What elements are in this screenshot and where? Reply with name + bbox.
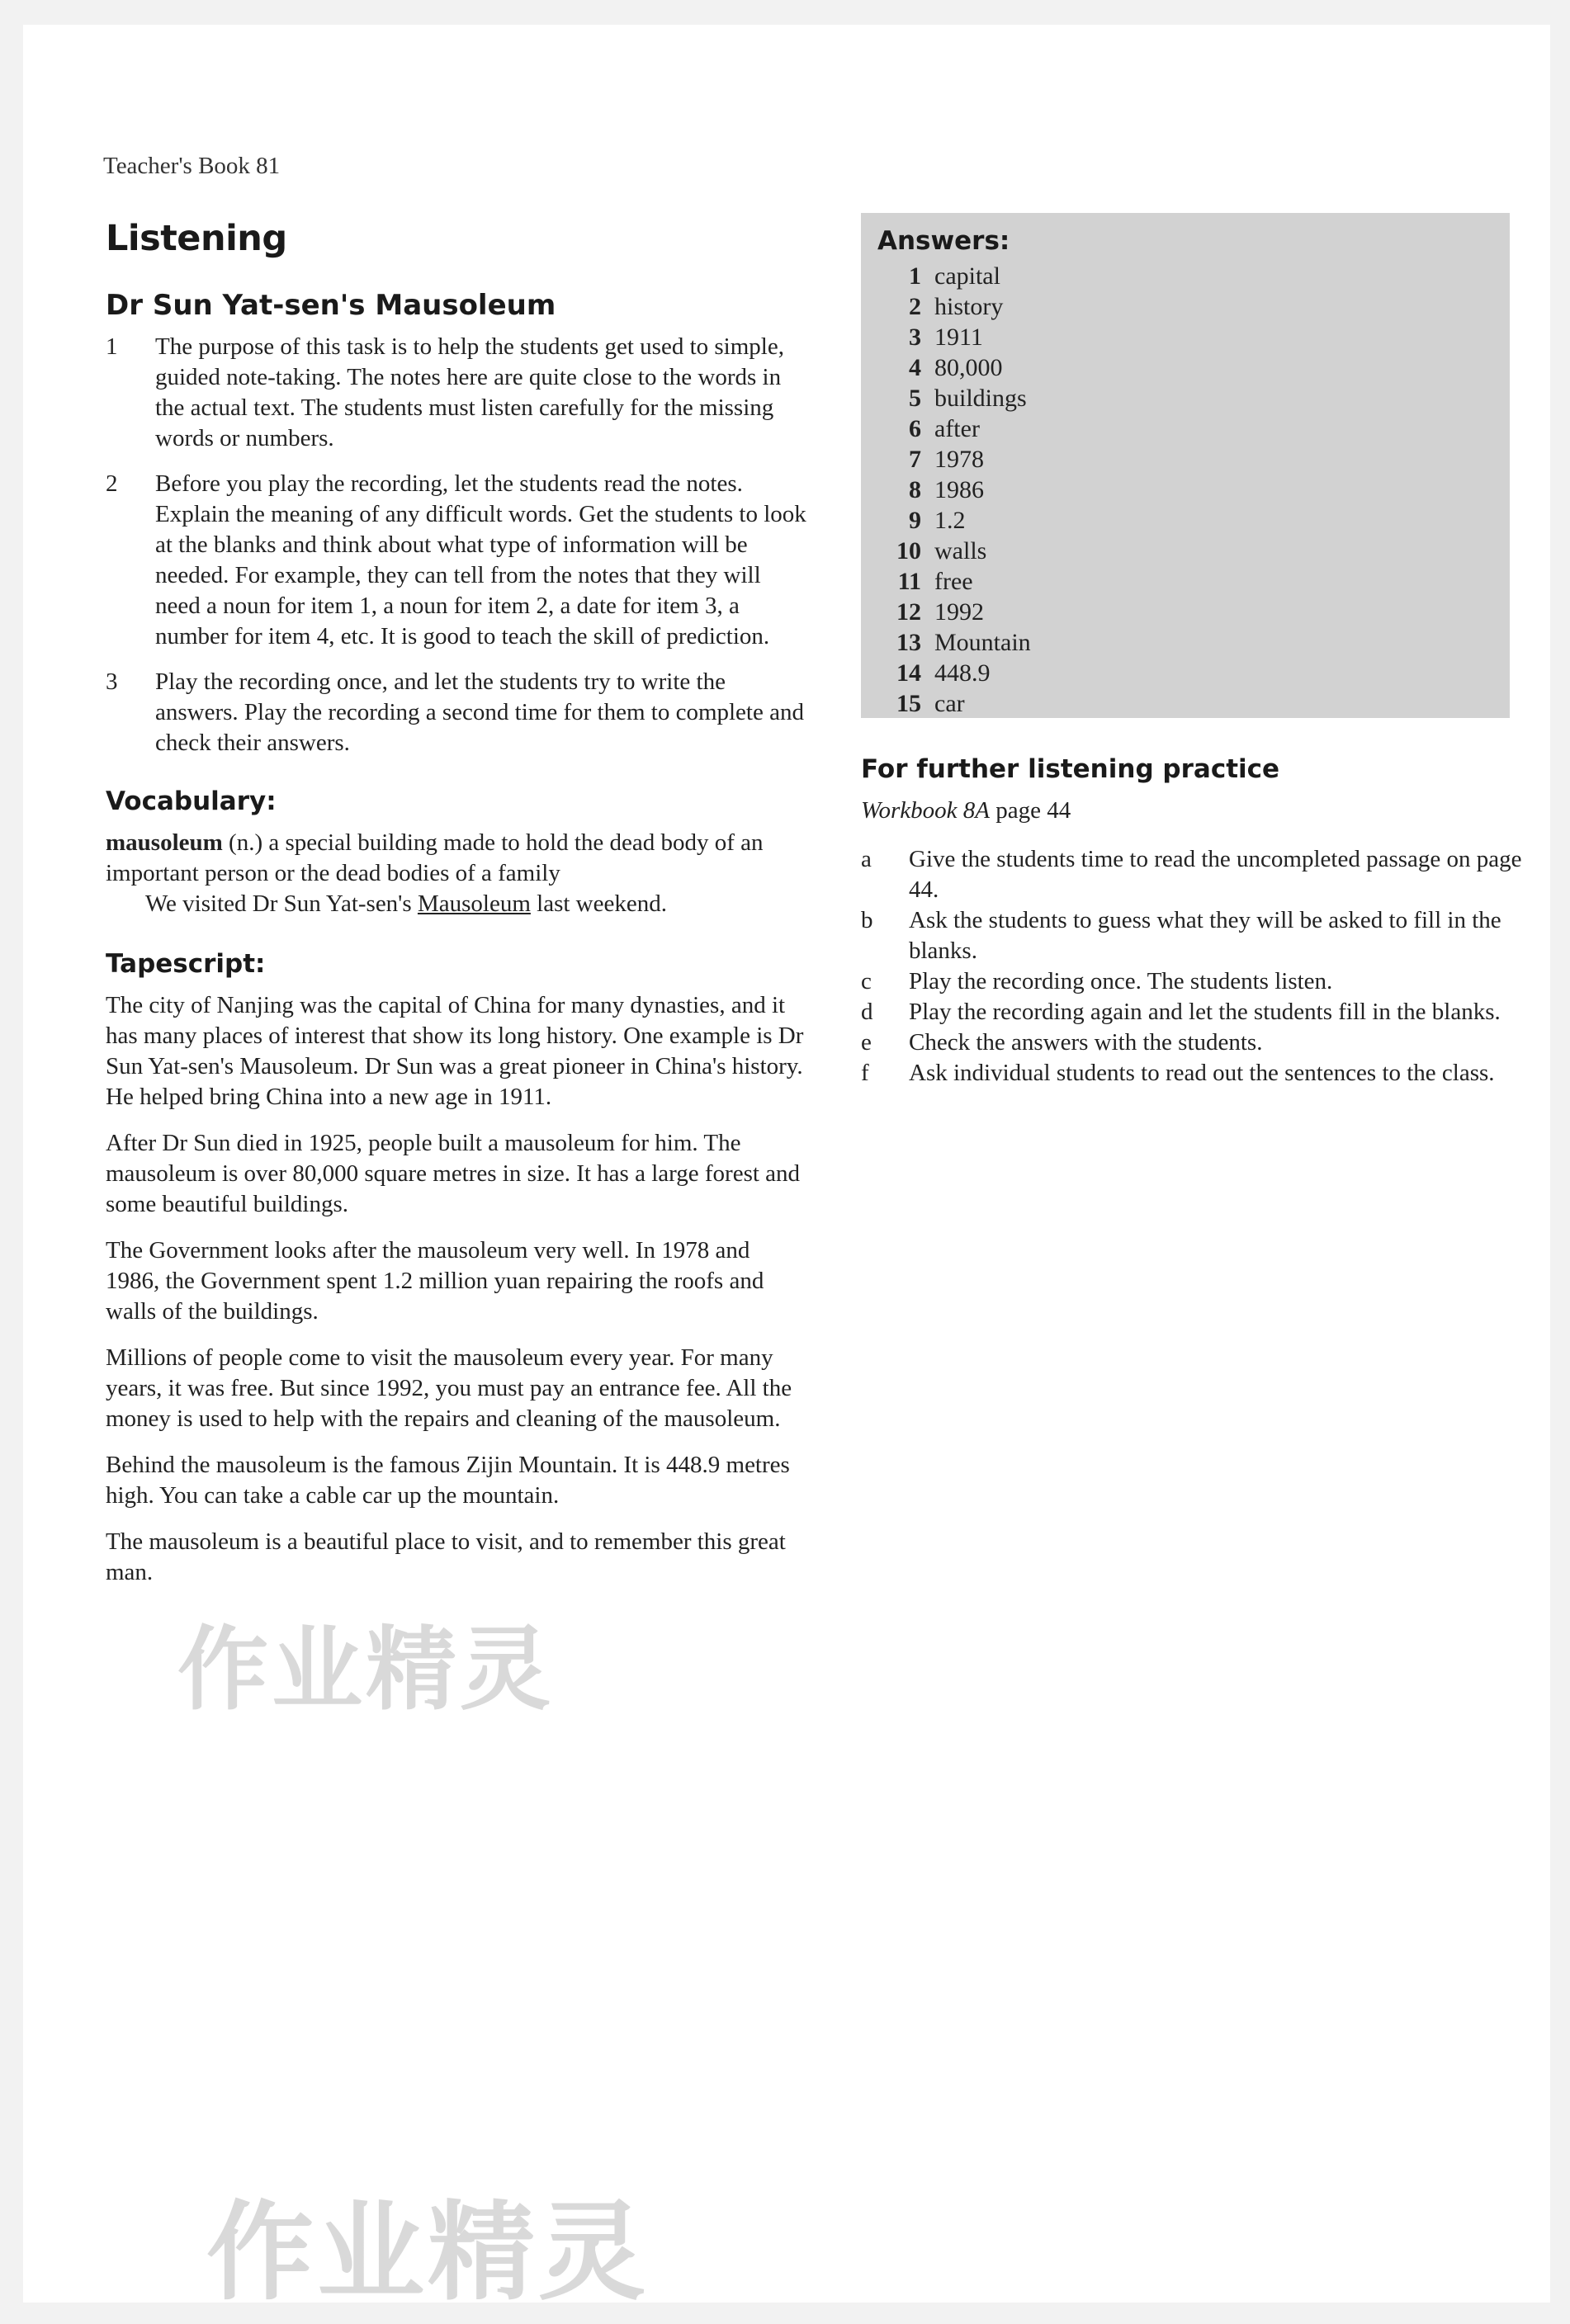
watermark-mid: 作业精灵 <box>177 1617 554 1722</box>
task-step <box>106 332 807 454</box>
step-text: Give the students time to read the uncompleted passage on page 44. <box>909 846 1522 903</box>
task-steps <box>106 332 807 758</box>
answer-item <box>877 688 1493 719</box>
tapescript-body <box>106 990 807 1588</box>
step-text: Play the recording once. The students listen. <box>909 968 1333 994</box>
answer-number: 11 <box>897 568 921 595</box>
step-letter: d <box>861 999 873 1025</box>
answer-item <box>877 413 1493 444</box>
answer-number: 9 <box>909 507 921 534</box>
answer-text: 448.9 <box>934 659 991 687</box>
vocabulary-meaning: (n.) a special building made to hold the dead body of an important person or the dead bodies of a family <box>106 829 764 886</box>
answer-text: car <box>934 690 965 717</box>
tapescript-paragraph: The city of Nanjing was the capital of China for many dynasties, and it has many places of interest that show its long history. One example is Dr Sun Yat-sen's Mausoleum. Dr Sun was a great pioneer in China's history. He helped bring China into a new age in 1911. <box>106 992 804 1110</box>
vocabulary-example <box>106 889 807 919</box>
further-step <box>861 1058 1554 1089</box>
left-column <box>106 215 807 1604</box>
answer-number: 14 <box>896 659 921 687</box>
tapescript-paragraph: The Government looks after the mausoleum very well. In 1978 and 1986, the Government spent 1.2 million yuan repairing the roofs and walls of the buildings. <box>106 1237 764 1325</box>
step-text: Play the recording once, and let the students try to write the answers. Play the recording a second time for them to complete and check their answers. <box>155 668 804 756</box>
answer-number: 1 <box>909 262 921 290</box>
step-number: 1 <box>106 333 118 360</box>
answer-text: walls <box>934 537 987 564</box>
answer-number: 7 <box>909 446 921 473</box>
answer-text: 1992 <box>934 598 984 626</box>
answer-item <box>877 352 1493 383</box>
task-step <box>106 667 807 758</box>
step-text: The purpose of this task is to help the students get used to simple, guided note-taking. The notes here are quite close to the words in the actual text. The students must listen carefully for the missing words or numbers. <box>155 333 784 451</box>
watermark-bottom: 作业精灵 <box>206 2189 650 2315</box>
answer-text: 1986 <box>934 476 984 503</box>
step-text: Check the answers with the students. <box>909 1029 1263 1056</box>
vocabulary-heading: Vocabulary: <box>106 786 277 816</box>
answer-text: Mountain <box>934 629 1031 656</box>
task-step <box>106 469 807 652</box>
further-practice-heading: For further listening practice <box>861 754 1280 784</box>
tapescript-paragraph: The mausoleum is a beautiful place to visit, and to remember this great man. <box>106 1528 786 1585</box>
answer-item <box>877 597 1493 627</box>
vocabulary-definition <box>106 828 807 889</box>
answer-number: 2 <box>909 293 921 320</box>
answer-text: capital <box>934 262 1000 290</box>
step-text: Ask individual students to read out the sentences to the class. <box>909 1060 1495 1086</box>
step-number: 2 <box>106 470 118 497</box>
step-number: 3 <box>106 668 118 695</box>
answer-item <box>877 322 1493 352</box>
workbook-reference <box>861 796 1554 826</box>
answer-text: 80,000 <box>934 354 1003 381</box>
answer-number: 5 <box>909 385 921 412</box>
step-letter: b <box>861 907 873 933</box>
further-step <box>861 966 1554 997</box>
workbook-page: page 44 <box>990 797 1071 824</box>
step-letter: e <box>861 1029 872 1056</box>
answer-text: free <box>934 568 973 595</box>
answer-item <box>877 505 1493 536</box>
step-text: Before you play the recording, let the students read the notes. Explain the meaning of any difficult words. Get the students to look at the blanks and think about what type of information will be needed. For example, they can tell from the notes that they will need a noun for item 1, a noun for item 2, a date for item 3, a number for item 4, etc. It is good to teach the skill of prediction. <box>155 470 806 649</box>
answer-number: 13 <box>896 629 921 656</box>
further-step <box>861 905 1554 966</box>
step-text: Play the recording again and let the students fill in the blanks. <box>909 999 1501 1025</box>
running-header: Teacher's Book 81 <box>103 153 281 179</box>
answer-item <box>877 627 1493 658</box>
vocabulary-term: mausoleum <box>106 829 223 856</box>
further-step <box>861 997 1554 1027</box>
answer-item <box>877 536 1493 566</box>
further-step <box>861 1027 1554 1058</box>
answer-text: buildings <box>934 385 1027 412</box>
answer-number: 4 <box>909 354 921 381</box>
step-letter: f <box>861 1060 869 1086</box>
example-text: We visited Dr Sun Yat-sen's <box>145 890 418 917</box>
answers-heading: Answers: <box>877 226 1010 256</box>
subsection-title: Dr Sun Yat-sen's Mausoleum <box>106 289 556 322</box>
answer-item <box>877 658 1493 688</box>
right-column <box>861 213 1554 1089</box>
answer-text: 1911 <box>934 324 983 351</box>
example-text-end: last weekend. <box>530 890 667 917</box>
answer-item <box>877 444 1493 475</box>
answer-text: 1.2 <box>934 507 966 534</box>
answer-item <box>877 475 1493 505</box>
answer-item <box>877 261 1493 291</box>
further-steps <box>861 844 1554 1089</box>
answer-number: 10 <box>896 537 921 564</box>
step-letter: a <box>861 846 872 872</box>
answer-text: 1978 <box>934 446 984 473</box>
answer-number: 15 <box>896 690 921 717</box>
answers-box <box>861 213 1510 718</box>
answer-item <box>877 291 1493 322</box>
answer-text: history <box>934 293 1004 320</box>
step-text: Ask the students to guess what they will be asked to fill in the blanks. <box>909 907 1501 964</box>
tapescript-heading: Tapescript: <box>106 949 266 979</box>
further-step <box>861 844 1554 905</box>
answer-number: 8 <box>909 476 921 503</box>
answer-item <box>877 383 1493 413</box>
example-underlined-word: Mausoleum <box>417 890 531 917</box>
section-title: Listening <box>106 218 287 259</box>
workbook-title: Workbook 8A <box>861 797 990 824</box>
answer-number: 3 <box>909 324 921 351</box>
answer-item <box>877 566 1493 597</box>
step-letter: c <box>861 968 872 994</box>
tapescript-paragraph: After Dr Sun died in 1925, people built a mausoleum for him. The mausoleum is over 80,000 square metres in size. It has a large forest and some beautiful buildings. <box>106 1130 801 1217</box>
answer-number: 12 <box>896 598 921 626</box>
tapescript-paragraph: Behind the mausoleum is the famous Zijin Mountain. It is 448.9 metres high. You can take a cable car up the mountain. <box>106 1452 790 1509</box>
answer-text: after <box>934 415 980 442</box>
answer-number: 6 <box>909 415 921 442</box>
tapescript-paragraph: Millions of people come to visit the mausoleum every year. For many years, it was free. But since 1992, you must pay an entrance fee. All the money is used to help with the repairs and cleaning of the mausoleum. <box>106 1344 792 1432</box>
